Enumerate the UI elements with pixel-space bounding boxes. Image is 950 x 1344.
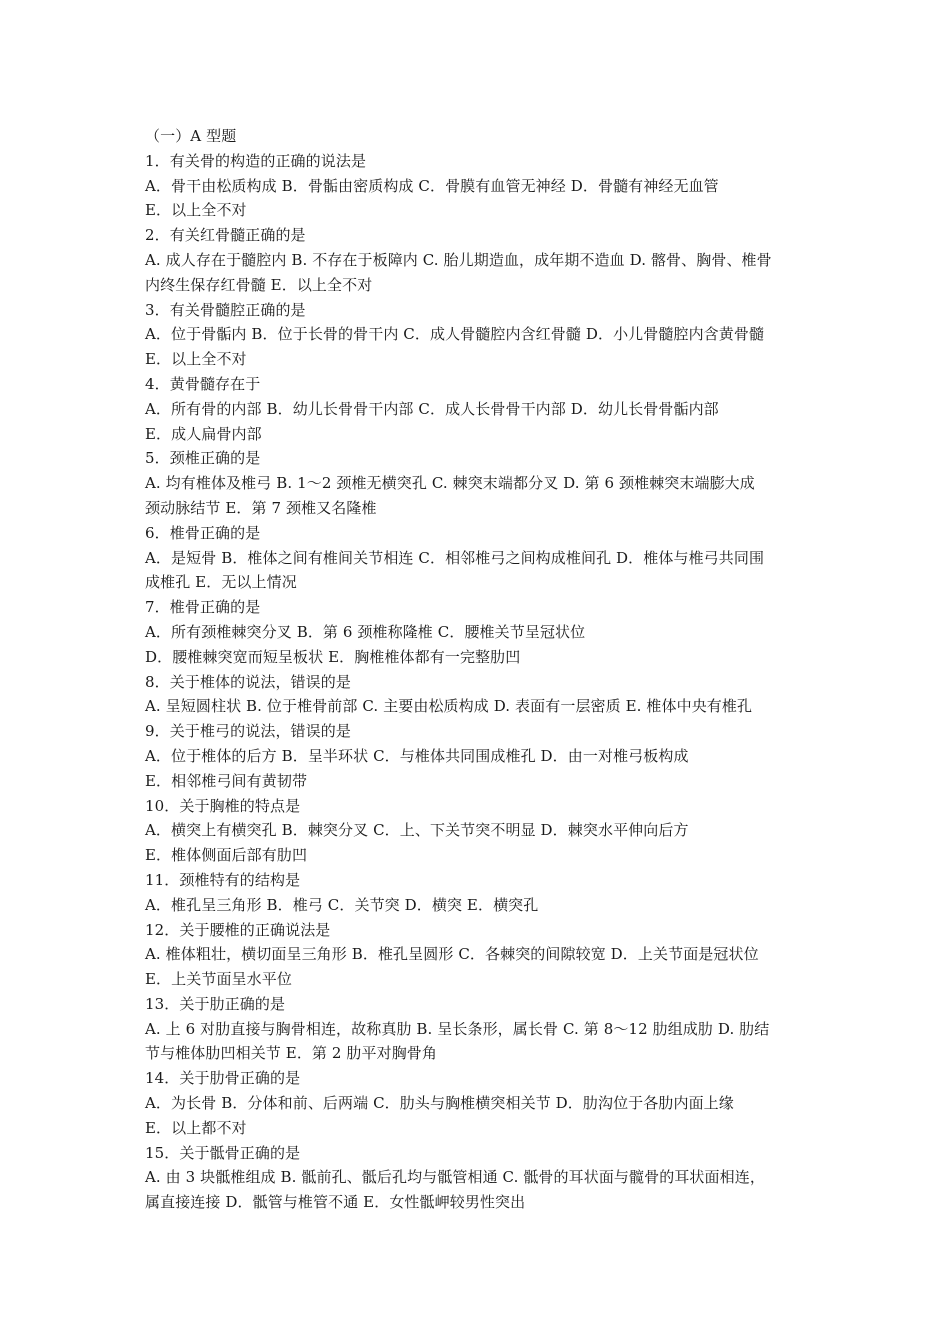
- question-stem: 14．关于肋骨正确的是: [145, 1069, 301, 1088]
- question-stem: 13．关于肋正确的是: [145, 994, 286, 1013]
- question-options-line: A. 椎体粗壮，横切面呈三角形 B．椎孔呈圆形 C．各棘突的间隙较宽 D．上关节面是冠状位: [145, 945, 759, 964]
- question-options-line: 成椎孔 E．无以上情况: [145, 573, 297, 592]
- question-stem: 5．颈椎正确的是: [145, 449, 261, 468]
- section-title: （一）A 型题: [145, 127, 237, 145]
- question-options-line: E．上关节面呈水平位: [145, 970, 292, 989]
- question-stem: 2．有关红骨髓正确的是: [145, 226, 306, 245]
- question-options-line: A. 上 6 对肋直接与胸骨相连，故称真肋 B. 呈长条形，属长骨 C. 第 8～12 肋组成肋 D. 肋结: [145, 1019, 770, 1038]
- question-stem: 3．有关骨髓腔正确的是: [145, 300, 306, 319]
- question-options-line: E．椎体侧面后部有肋凹: [145, 846, 308, 865]
- question-options-line: A. 均有椎体及椎弓 B. 1～2 颈椎无横突孔 C. 棘突末端都分叉 D. 第 6 颈椎棘突末端膨大成: [145, 474, 755, 493]
- question-stem: 7．椎骨正确的是: [145, 598, 261, 617]
- question-stem: 8．关于椎体的说法，错误的是: [145, 672, 351, 691]
- question-options-line: E．以上都不对: [145, 1118, 247, 1137]
- question-options-line: A．椎孔呈三角形 B．椎弓 C．关节突 D．横突 E．横突孔: [145, 895, 539, 914]
- question-options-line: A．位于椎体的后方 B．呈半环状 C．与椎体共同围成椎孔 D．由一对椎弓板构成: [145, 746, 689, 765]
- question-options-line: A．所有骨的内部 B．幼儿长骨骨干内部 C．成人长骨骨干内部 D．幼儿长骨骨骺内部: [145, 399, 719, 418]
- question-stem: 15．关于骶骨正确的是: [145, 1143, 301, 1162]
- question-options-line: A. 由 3 块骶椎组成 B. 骶前孔、骶后孔均与骶管相通 C. 骶骨的耳状面与髋骨的耳状面相连，: [145, 1168, 765, 1187]
- question-options-line: A．横突上有横突孔 B．棘突分叉 C．上、下关节突不明显 D．棘突水平伸向后方: [145, 821, 689, 840]
- question-stem: 6．椎骨正确的是: [145, 523, 261, 542]
- question-stem: 10．关于胸椎的特点是: [145, 796, 301, 815]
- question-options-line: 属直接连接 D．骶管与椎管不通 E．女性骶岬较男性突出: [145, 1193, 526, 1212]
- question-stem: 4．黄骨髓存在于: [145, 374, 261, 393]
- question-stem: 12．关于腰椎的正确说法是: [145, 920, 331, 939]
- question-options-line: A．为长骨 B．分体和前、后两端 C．肋头与胸椎横突相关节 D．肋沟位于各肋内面上缘: [145, 1094, 734, 1113]
- question-options-line: E．成人扁骨内部: [145, 424, 262, 443]
- question-options-line: D．腰椎棘突宽而短呈板状 E．胸椎椎体都有一完整肋凹: [145, 647, 521, 666]
- question-options-line: 颈动脉结节 E．第 7 颈椎又名隆椎: [145, 498, 377, 517]
- question-options-line: E．以上全不对: [145, 350, 247, 369]
- question-options-line: A．位于骨骺内 B．位于长骨的骨干内 C．成人骨髓腔内含红骨髓 D．小儿骨髓腔内含黄骨髓: [145, 325, 765, 344]
- question-options-line: A．所有颈椎棘突分叉 B．第 6 颈椎称隆椎 C．腰椎关节呈冠状位: [145, 622, 586, 641]
- question-options-line: A. 呈短圆柱状 B. 位于椎骨前部 C. 主要由松质构成 D. 表面有一层密质 E. 椎体中央有椎孔: [145, 697, 753, 716]
- question-options-line: E．以上全不对: [145, 201, 247, 220]
- question-options-line: A．骨干由松质构成 B．骨骺由密质构成 C．骨膜有血管无神经 D．骨髓有神经无血管: [145, 176, 719, 195]
- question-options-line: E．相邻椎弓间有黄韧带: [145, 771, 308, 790]
- question-options-line: 内终生保存红骨髓 E．以上全不对: [145, 275, 373, 294]
- question-options-line: A. 成人存在于髓腔内 B. 不存在于板障内 C. 胎儿期造血，成年期不造血 D. 髂骨、胸骨、椎骨: [145, 250, 772, 269]
- question-stem: 1．有关骨的构造的正确的说法是: [145, 151, 367, 170]
- question-options-line: 节与椎体肋凹相关节 E．第 2 肋平对胸骨角: [145, 1044, 437, 1063]
- question-list: [145, 124, 813, 1215]
- question-options-line: A．是短骨 B．椎体之间有椎间关节相连 C．相邻椎弓之间构成椎间孔 D．椎体与椎弓共同围: [145, 548, 765, 567]
- question-stem: 11．颈椎特有的结构是: [145, 870, 301, 889]
- question-stem: 9．关于椎弓的说法，错误的是: [145, 722, 351, 741]
